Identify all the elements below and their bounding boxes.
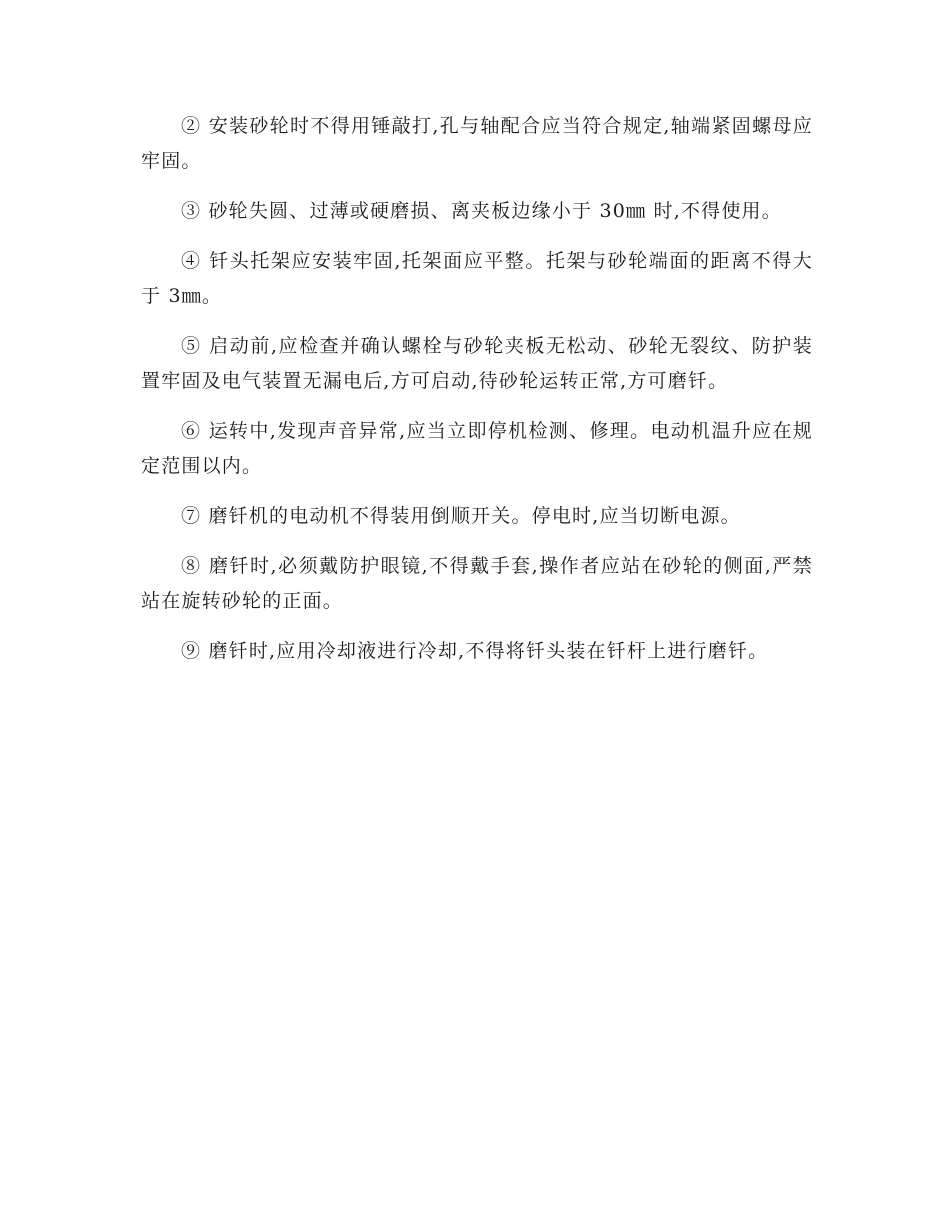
document-body	[141, 109, 813, 684]
paragraph-item-9: ⑨ 磨钎时,应用冷却液进行冷却,不得将钎头装在钎杆上进行磨钎。	[181, 640, 769, 662]
paragraph-item-2: ② 安装砂轮时不得用锤敲打,孔与轴配合应当符合规定,轴端紧固螺母应牢固。	[141, 115, 813, 172]
paragraph-item-3: ③ 砂轮失圆、过薄或硬磨损、离夹板边缘小于 30㎜ 时,不得使用。	[181, 200, 782, 222]
paragraph-item-8: ⑧ 磨钎时,必须戴防护眼镜,不得戴手套,操作者应站在砂轮的侧面,严禁站在旋转砂轮的正面。	[141, 555, 813, 612]
paragraph-item-5: ⑤ 启动前,应检查并确认螺栓与砂轮夹板无松动、砂轮无裂纹、防护装置牢固及电气装置无漏电后,方可启动,待砂轮运转正常,方可磨钎。	[141, 335, 813, 392]
paragraph-item-6: ⑥ 运转中,发现声音异常,应当立即停机检测、修理。电动机温升应在规定范围以内。	[141, 420, 813, 477]
paragraph-item-4: ④ 钎头托架应安装牢固,托架面应平整。托架与砂轮端面的距离不得大于 3㎜。	[141, 250, 813, 307]
paragraph-item-7: ⑦ 磨钎机的电动机不得装用倒顺开关。停电时,应当切断电源。	[181, 505, 741, 527]
